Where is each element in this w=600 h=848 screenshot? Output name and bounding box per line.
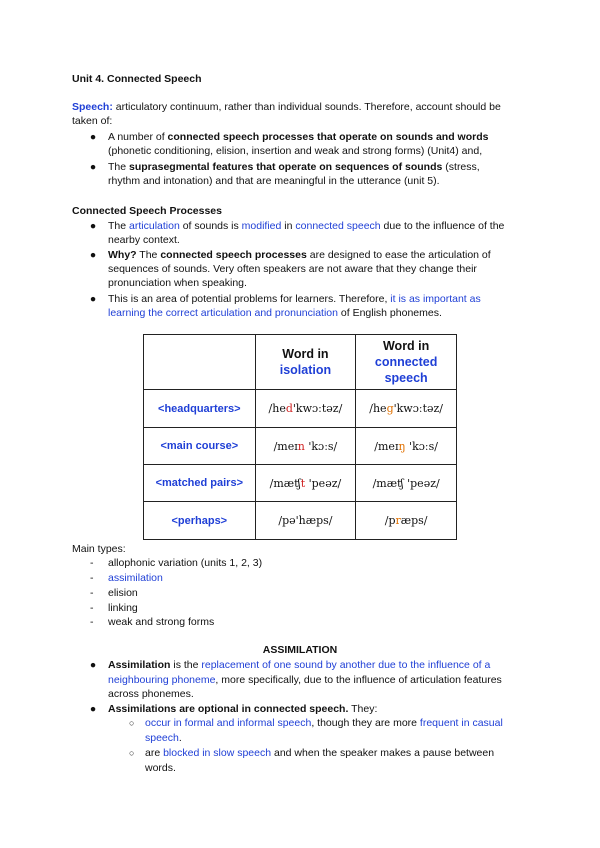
table-row: <matched pairs> /mæʧt 'peəz/ /mæʧ 'peəz/: [144, 465, 457, 502]
table-row: <main course> /meɪn 'kɔːs/ /meɪŋ 'kɔːs/: [144, 428, 457, 465]
dash-icon: -: [90, 602, 94, 614]
list-item: This is an area of potential problems for learners. Therefore, it is as important as: [108, 293, 481, 305]
list-item: elision: [108, 587, 138, 599]
bullet-icon: ●: [89, 161, 97, 173]
list-item: Why? The connected speech processes are designed to ease the articulation of: [108, 249, 491, 261]
main-types-label: Main types:: [72, 543, 126, 555]
dash-icon: -: [90, 587, 94, 599]
list-item: weak and strong forms: [108, 616, 215, 628]
list-item: A number of connected speech processes that operate on sounds and words: [108, 131, 489, 143]
dash-icon: -: [90, 557, 94, 569]
page-title: Unit 4. Connected Speech: [72, 73, 202, 85]
connected-speech-table: [143, 334, 457, 540]
bullet-icon: ●: [89, 249, 97, 261]
speech-paragraph: Speech: articulatory continuum, rather than individual sounds. Therefore, account should be: [72, 101, 501, 113]
circle-bullet-icon: ○: [129, 748, 135, 758]
bullet-icon: ●: [89, 293, 97, 305]
dash-icon: -: [90, 572, 94, 584]
circle-bullet-icon: ○: [129, 718, 135, 728]
bullet-icon: ●: [89, 703, 97, 715]
list-item: Assimilations are optional in connected speech. They:: [108, 703, 378, 715]
bullet-icon: ●: [89, 220, 97, 232]
document-page: Unit 4. Connected Speech Speech: articulatory continuum, rather than individual sounds. Therefore, account should be taken of: ● A number of connected speech processes that operate on sounds and words (phonetic conditioning, elision, insertion and weak and strong forms) (Unit4) and, ● The suprasegmental features that operate on sequences of sounds (stress, rhythm and intonation) and that are meaningful in the utterance (unit 5). Connected Speech Processes ● The articulation of sounds is modified in connected speech due to the influence of the nearby context. ● Why? The connected speech processes are designed to ease the articulation of sequences of sounds. Very often speakers are not aware that they change their pronunciation when speaking. ● This is an area of potential problems for learners. Therefore, it is as important as learning the correct articulation and pronunciation of English phonemes. Word in isolation Word in connected speech <headquarters> /hed'kwɔːtəz/ /heg'kwɔːtəz/ <main course> /meɪn 'kɔːs/ /meɪŋ 'kɔːs/ <matched pairs> /mæʧt 'peəz/ /mæʧ 'peəz/ <perhaps> /pə'hæps/ /præps/ Main types: - allophonic variation (units 1, 2, 3) - assimilation - elision - linking - weak and strong forms ASSIMILATION ● Assimilation is the replacement of one sound by another due to the influence of a neighbouring phoneme, more specifically, due to the influence of articulation features across phonemes. ● Assimilations are optional in connected speech. They: ○ occur in formal and informal speech, though they are more frequent in casual speech. ○ are blocked in slow speech and when the speaker makes a pause between words.: [0, 0, 600, 848]
list-item: The suprasegmental features that operate on sequences of sounds (stress,: [108, 161, 480, 173]
list-item: occur in formal and informal speech, though they are more frequent in casual: [145, 717, 503, 729]
list-item: allophonic variation (units 1, 2, 3): [108, 557, 263, 569]
bullet-icon: ●: [89, 131, 97, 143]
column-header-isolation: Word in isolation: [255, 335, 356, 390]
list-item: are blocked in slow speech and when the speaker makes a pause between: [145, 747, 495, 759]
list-item: assimilation: [108, 572, 163, 584]
table-row: <perhaps> /pə'hæps/ /præps/: [144, 502, 457, 540]
table-row: <headquarters> /hed'kwɔːtəz/ /heg'kwɔːtəz/: [144, 390, 457, 428]
list-item: The articulation of sounds is modified in connected speech due to the influence of the: [108, 220, 505, 232]
bullet-icon: ●: [89, 659, 97, 671]
dash-icon: -: [90, 616, 94, 628]
list-item: linking: [108, 602, 138, 614]
section-heading: Connected Speech Processes: [72, 205, 222, 217]
list-item: Assimilation is the replacement of one sound by another due to the influence of a: [108, 659, 491, 671]
column-header-connected: Word in connected speech: [356, 335, 457, 390]
section-heading: ASSIMILATION: [262, 644, 338, 656]
table-header-row: [144, 335, 457, 390]
